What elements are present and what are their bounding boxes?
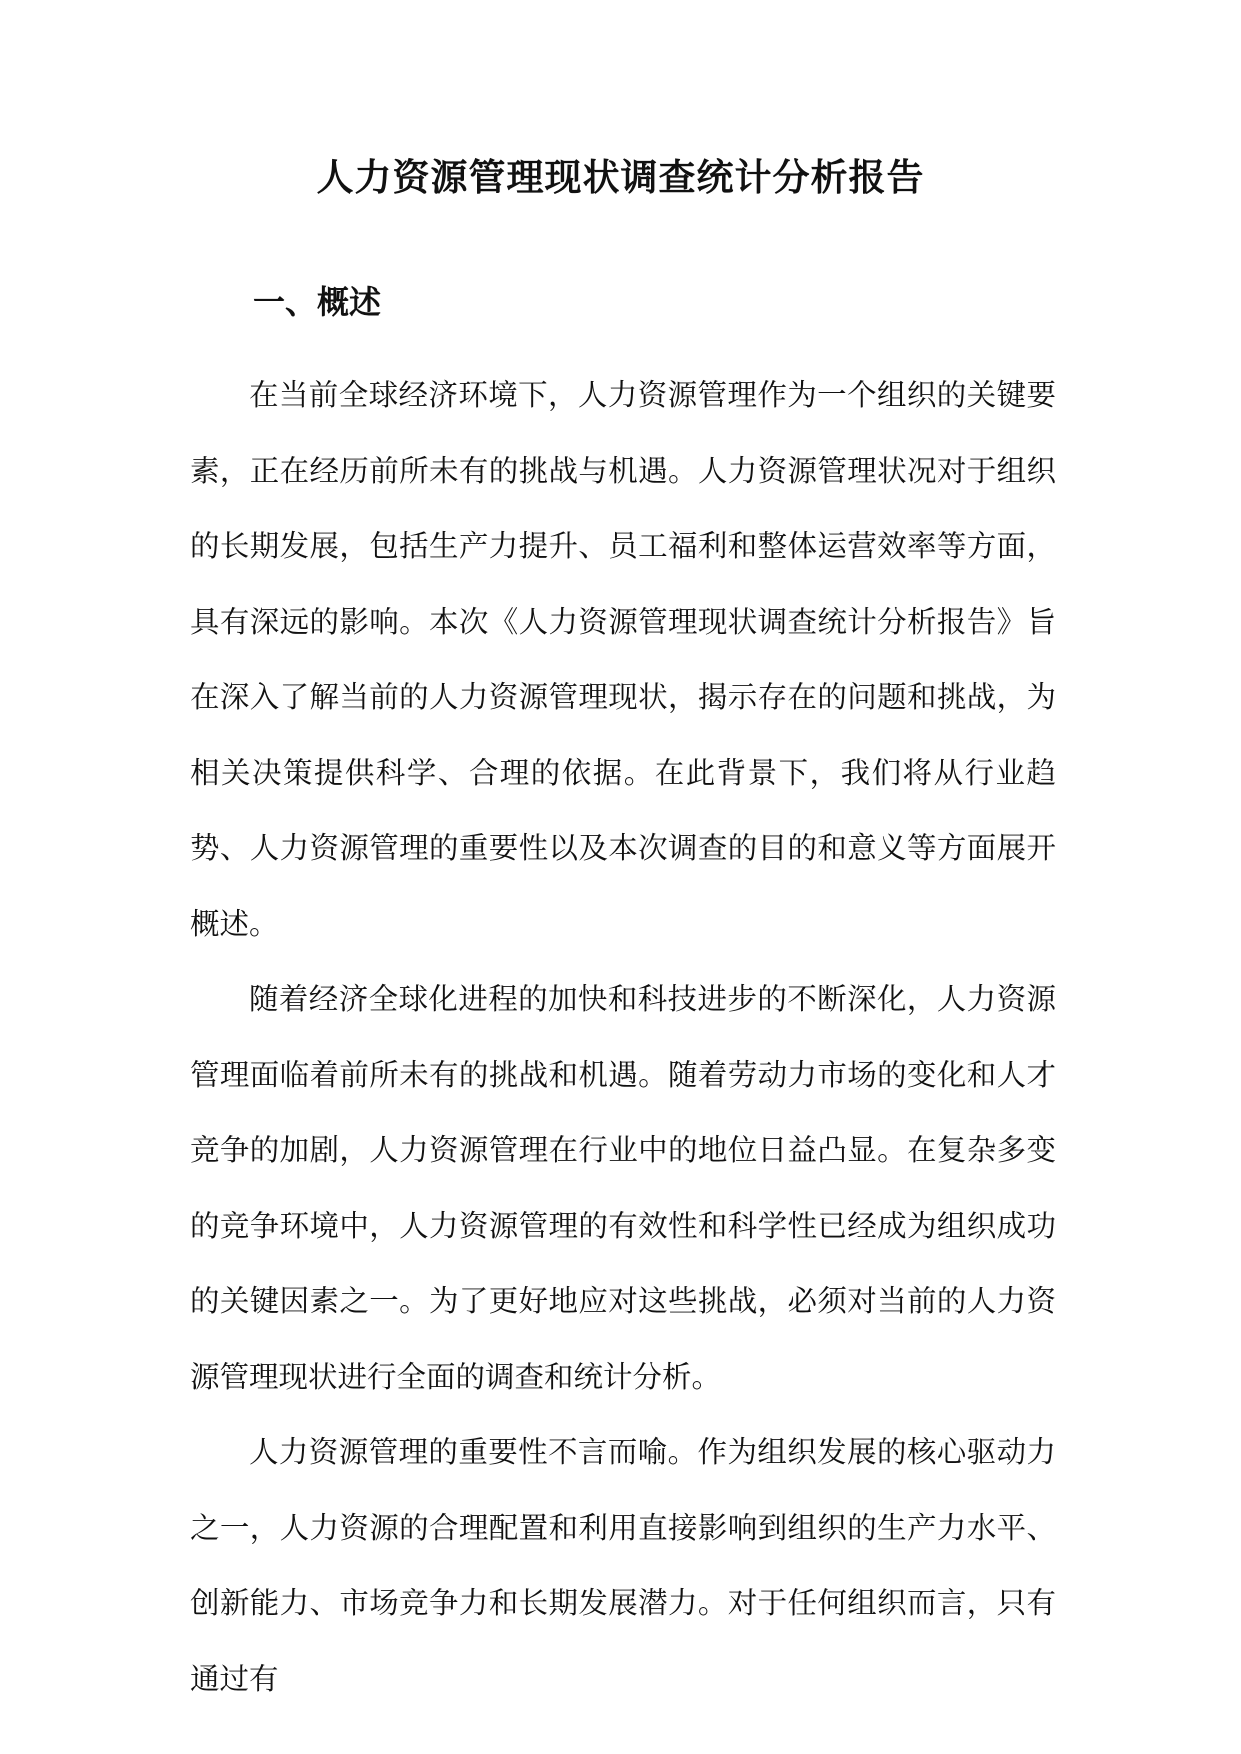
- paragraph: 随着经济全球化进程的加快和科技进步的不断深化，人力资源管理面临着前所未有的挑战和机遇。随着劳动力市场的变化和人才竞争的加剧，人力资源管理在行业中的地位日益凸显。在复杂多变的竞争环境中，人力资源管理的有效性和科学性已经成为组织成功的关键因素之一。为了更好地应对这些挑战，必须对当前的人力资源管理现状进行全面的调查和统计分析。: [190, 982, 1056, 1394]
- paragraph: 在当前全球经济环境下，人力资源管理作为一个组织的关键要素，正在经历前所未有的挑战与机遇。人力资源管理状况对于组织的长期发展，包括生产力提升、员工福利和整体运营效率等方面，具有深远的影响。本次《人力资源管理现状调查统计分析报告》旨在深入了解当前的人力资源管理现状，揭示存在的问题和挑战，为相关决策提供科学、合理的依据。在此背景下，我们将从行业趋势、人力资源管理的重要性以及本次调查的目的和意义等方面展开概述。: [190, 378, 1056, 941]
- document-body: [190, 358, 1056, 1717]
- section-heading-overview: 一、概述: [253, 283, 382, 321]
- paragraph: 人力资源管理的重要性不言而喻。作为组织发展的核心驱动力之一，人力资源的合理配置和利用直接影响到组织的生产力水平、创新能力、市场竞争力和长期发展潜力。对于任何组织而言，只有通过有: [190, 1435, 1056, 1696]
- document-title: 人力资源管理现状调查统计分析报告: [316, 155, 925, 199]
